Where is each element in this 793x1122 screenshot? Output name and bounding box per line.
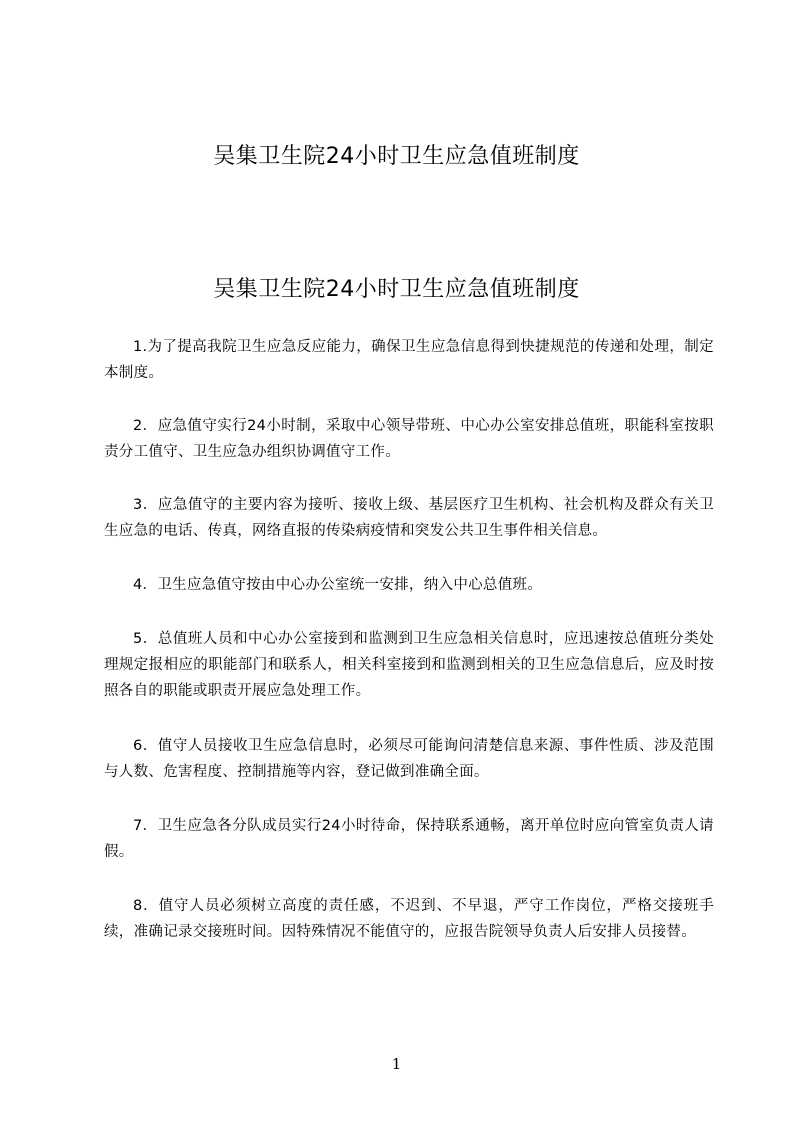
paragraph-6: 6．值守人员接收卫生应急信息时，必须尽可能询问清楚信息来源、事件性质、涉及范围与人数、危害程度、控制措施等内容，登记做到准确全面。 <box>104 738 714 780</box>
paragraph-7: 7．卫生应急各分队成员实行24小时待命，保持联系通畅，离开单位时应向管室负责人请假。 <box>104 818 714 860</box>
paragraph-5: 5．总值班人员和中心办公室接到和监测到卫生应急相关信息时，应迅速按总值班分类处理规定报相应的职能部门和联系人，相关科室接到和监测到相关的卫生应急信息后，应及时按照各自的职能或职责开展应急处理工作。 <box>104 631 714 699</box>
paragraph-4: 4．卫生应急值守按由中心办公室统一安排，纳入中心总值班。 <box>133 577 543 593</box>
main-title: 吴集卫生院24小时卫生应急值班制度 <box>213 277 580 302</box>
paragraph-3: 3．应急值守的主要内容为接听、接收上级、基层医疗卫生机构、社会机构及群众有关卫生应急的电话、传真，网络直报的传染病疫情和突发公共卫生事件相关信息。 <box>104 497 714 539</box>
paragraph-8: 8．值守人员必须树立高度的责任感，不迟到、不早退，严守工作岗位，严格交接班手续，准确记录交接班时间。因特殊情况不能值守的，应报告院领导负责人后安排人员接替。 <box>104 898 714 940</box>
page-number: 1 <box>391 1055 402 1073</box>
paragraph-1: 1.为了提高我院卫生应急反应能力，确保卫生应急信息得到快捷规范的传递和处理，制定本制度。 <box>104 339 714 381</box>
paragraph-2: 2．应急值守实行24小时制，采取中心领导带班、中心办公室安排总值班，职能科室按职责分工值守、卫生应急办组织协调值守工作。 <box>104 418 714 460</box>
header-title: 吴集卫生院24小时卫生应急值班制度 <box>213 144 580 169</box>
